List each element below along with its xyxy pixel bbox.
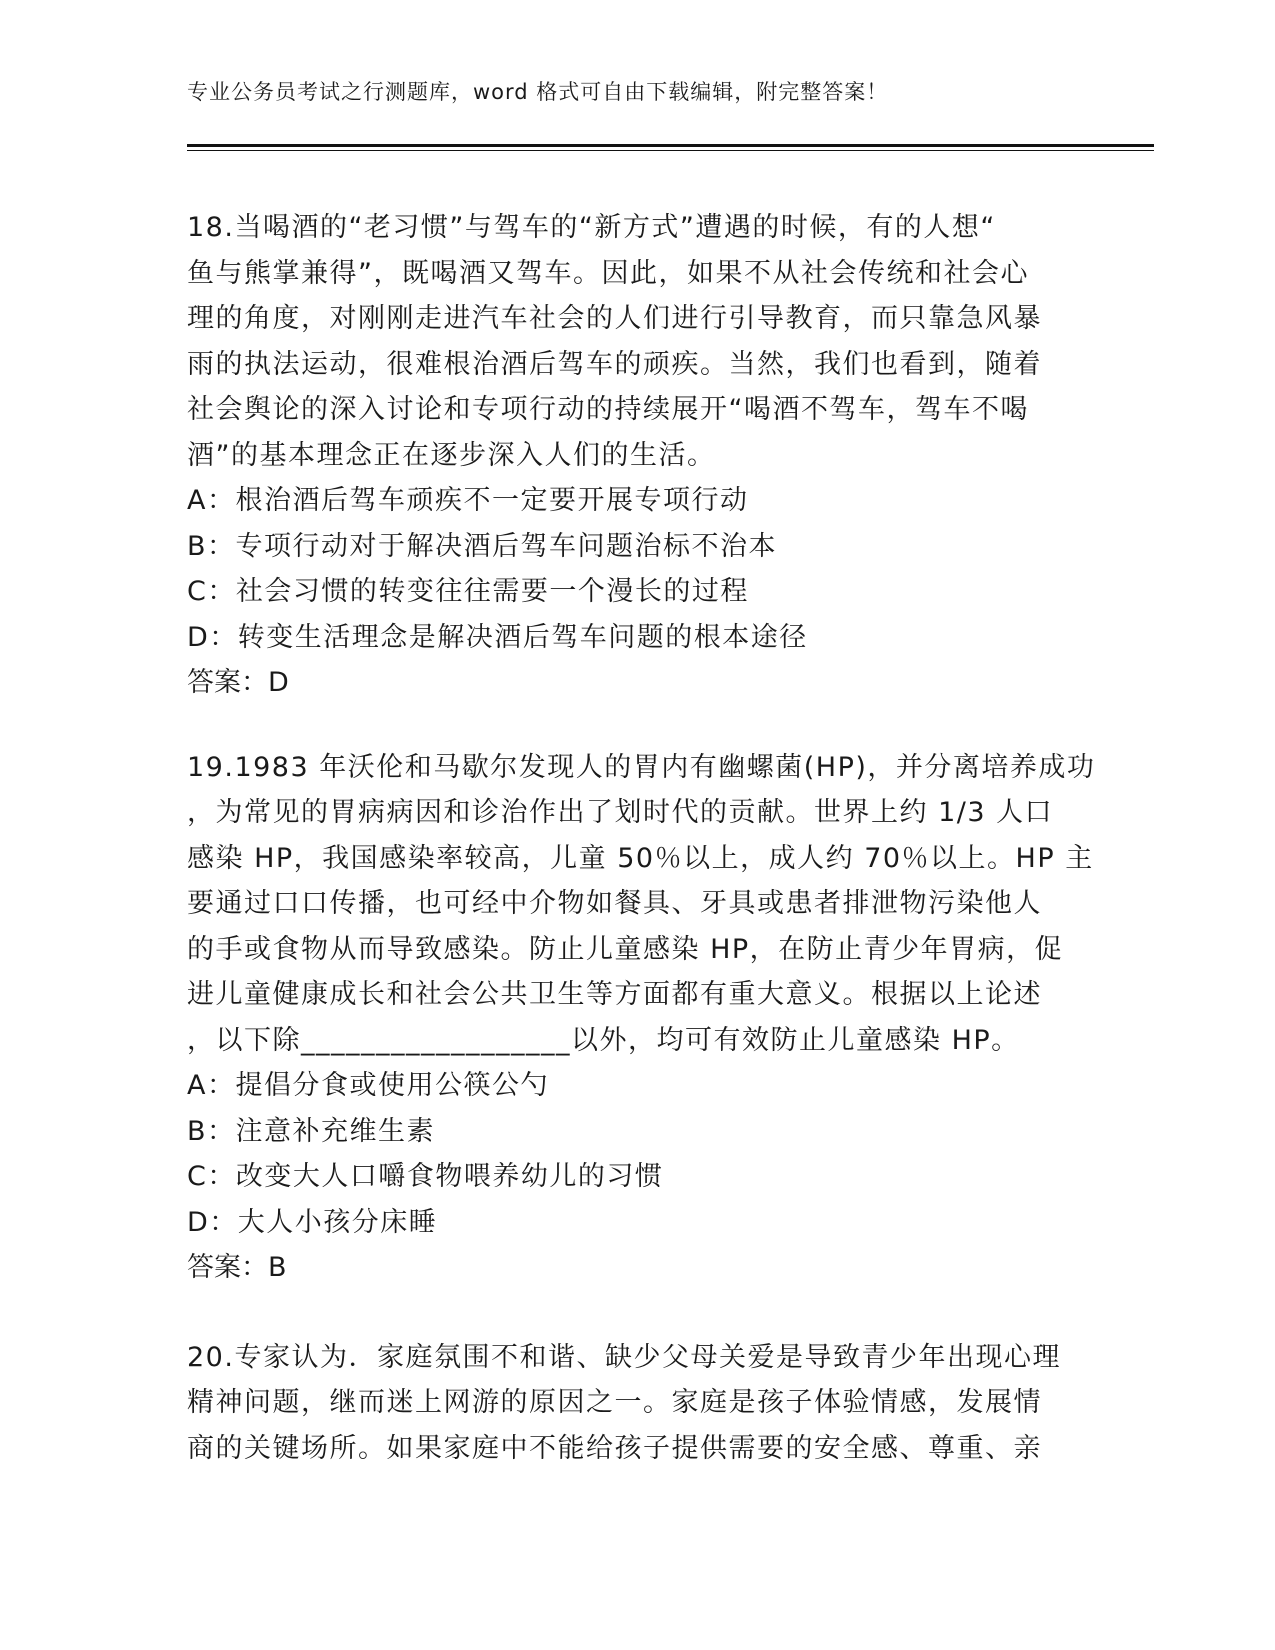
question-text-line: 感染 HP，我国感染率较高，儿童 50％以上，成人约 70％以上。HP 主 [187, 842, 1094, 874]
option-a: A：根治酒后驾车顽疾不一定要开展专项行动 [187, 485, 749, 516]
question-text-line: 社会舆论的深入讨论和专项行动的持续展开“喝酒不驾车，驾车不喝 [187, 394, 1029, 425]
option-b: B：专项行动对于解决酒后驾车问题治标不治本 [187, 530, 778, 562]
question-text-line: 20.专家认为．家庭氛围不和谐、缺少父母关爱是导致青少年出现心理 [187, 1341, 1061, 1373]
option-b: B：注意补充维生素 [187, 1115, 436, 1147]
option-c: C：改变大人口嚼食物喂养幼儿的习惯 [187, 1161, 664, 1192]
answer-label: 答案：B [187, 1252, 287, 1283]
question-text-line: 要通过口口传播，也可经中介物如餐具、牙具或患者排泄物污染他人 [187, 888, 1042, 919]
question-text-line: 精神问题，继而迷上网游的原因之一。家庭是孩子体验情感，发展情 [187, 1387, 1042, 1418]
question-text-line: 的手或食物从而导致感染。防止儿童感染 HP，在防止青少年胃病，促 [187, 933, 1064, 965]
question-18 [187, 205, 1087, 706]
question-text-line: 鱼与熊掌兼得”，既喝酒又驾车。因此，如果不从社会传统和社会心 [187, 257, 1029, 289]
header-divider-thick [187, 144, 1154, 147]
question-text-line: 理的角度，对刚刚走进汽车社会的人们进行引导教育，而只靠急风暴 [187, 303, 1042, 334]
question-text-line: 雨的执法运动，很难根治酒后驾车的顽疾。当然，我们也看到，随着 [187, 348, 1042, 380]
question-text-line: 18.当喝酒的“老习惯”与驾车的“新方式”遭遇的时候，有的人想“ [187, 212, 996, 243]
question-text-line: ，为常见的胃病病因和诊治作出了划时代的贡献。世界上约 1/3 人口 [187, 797, 1054, 828]
question-text-line: 19.1983 年沃伦和马歇尔发现人的胃内有幽螺菌(HP)，并分离培养成功 [187, 751, 1096, 783]
question-19 [187, 745, 1096, 1291]
question-spacer [187, 1291, 1087, 1335]
question-text-line: 商的关键场所。如果家庭中不能给孩子提供需要的安全感、尊重、亲 [187, 1432, 1042, 1464]
option-c: C：社会习惯的转变往往需要一个漫长的过程 [187, 576, 749, 607]
question-20 [187, 1335, 1087, 1472]
question-text-line: ，以下除__________________以外，均可有效防止儿童感染 HP。 [187, 1024, 1020, 1056]
question-text-line: 酒”的基本理念正在逐步深入人们的生活。 [187, 439, 716, 471]
page-header: 专业公务员考试之行测题库，word 格式可自由下载编辑，附完整答案！ [187, 80, 889, 104]
question-text-line: 进儿童健康成长和社会公共卫生等方面都有重大意义。根据以上论述 [187, 979, 1042, 1010]
question-spacer [187, 706, 1087, 745]
option-d: D：大人小孩分床睡 [187, 1206, 438, 1238]
option-a: A：提倡分食或使用公筷公勺 [187, 1070, 549, 1101]
header-divider-thin [187, 150, 1154, 151]
questions-container [187, 205, 1096, 1471]
option-d: D：转变生活理念是解决酒后驾车问题的根本途径 [187, 621, 808, 653]
answer-label: 答案：D [187, 667, 289, 698]
